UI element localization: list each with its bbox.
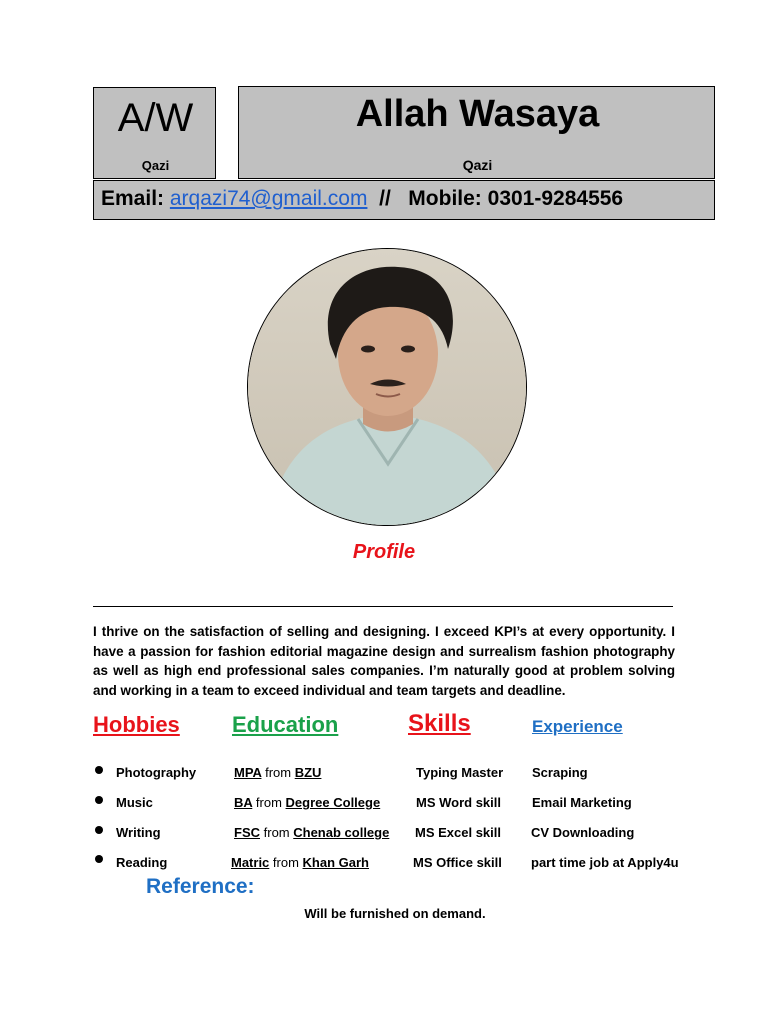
education-degree: BA: [234, 795, 253, 810]
name-subtitle: Qazi: [462, 157, 493, 173]
experience-item: Scraping: [532, 765, 588, 780]
education-institute: Khan Garh: [302, 855, 370, 870]
education-degree: MPA: [234, 765, 262, 780]
skill-item: MS Word skill: [416, 795, 501, 810]
reference-text: Will be furnished on demand.: [304, 906, 486, 921]
skill-item: MS Office skill: [413, 855, 502, 870]
profile-heading: Profile: [352, 541, 416, 563]
education-degree: Matric: [231, 855, 270, 870]
contact-line: [101, 187, 623, 211]
education-institute: Degree College: [285, 795, 381, 810]
email-label: Email:: [101, 187, 165, 210]
profile-photo: [247, 248, 527, 526]
hobby-item: Writing: [116, 825, 161, 840]
initials-subtitle: Qazi: [141, 158, 170, 173]
full-name: Allah Wasaya: [355, 93, 600, 135]
skill-item: Typing Master: [416, 765, 504, 780]
education-from: from: [272, 855, 299, 870]
education-from: from: [265, 765, 292, 780]
education-item: [234, 765, 321, 780]
contact-bar: [93, 180, 715, 220]
education-item: [234, 825, 389, 840]
education-institute: BZU: [294, 765, 322, 780]
contact-separator: //: [379, 187, 391, 210]
bullet-icon: [95, 826, 103, 834]
education-item: [234, 795, 380, 810]
experience-heading: Experience: [532, 717, 623, 736]
initials: A/W: [117, 96, 194, 140]
bullet-icon: [95, 766, 103, 774]
profile-summary: I thrive on the satisfaction of selling and designing. I exceed KPI’s at every opportunity. I have a passion for fashion editorial magazine design and surrealism fashion photography as well as high end professional sales companies. I’m naturally good at problem solving and working in a team to exceed individual and team targets and deadline.: [93, 624, 675, 698]
email-link[interactable]: arqazi74@gmail.com: [169, 187, 368, 210]
portrait-illustration: [248, 249, 527, 526]
education-degree: FSC: [234, 825, 260, 840]
education-item: [231, 855, 369, 870]
hobby-item: Music: [116, 795, 153, 810]
experience-item: Email Marketing: [532, 795, 632, 810]
initials-box: [93, 87, 216, 179]
education-from: from: [255, 795, 282, 810]
mobile-number: 0301-9284556: [487, 187, 624, 210]
section-divider: [93, 606, 673, 607]
experience-item: part time job at Apply4u: [531, 855, 679, 870]
hobby-item: Photography: [116, 765, 197, 780]
mobile-label: Mobile:: [408, 187, 482, 210]
hobby-item: Reading: [116, 855, 168, 870]
skill-item: MS Excel skill: [415, 825, 501, 840]
education-institute: Chenab college: [293, 825, 390, 840]
skills-heading: Skills: [408, 710, 471, 737]
hobbies-heading: Hobbies: [93, 712, 180, 737]
reference-heading: Reference:: [146, 875, 255, 898]
education-heading: Education: [232, 712, 339, 737]
experience-item: CV Downloading: [531, 825, 635, 840]
education-from: from: [263, 825, 290, 840]
bullet-icon: [95, 855, 103, 863]
name-box: [238, 86, 715, 179]
bullet-icon: [95, 796, 103, 804]
